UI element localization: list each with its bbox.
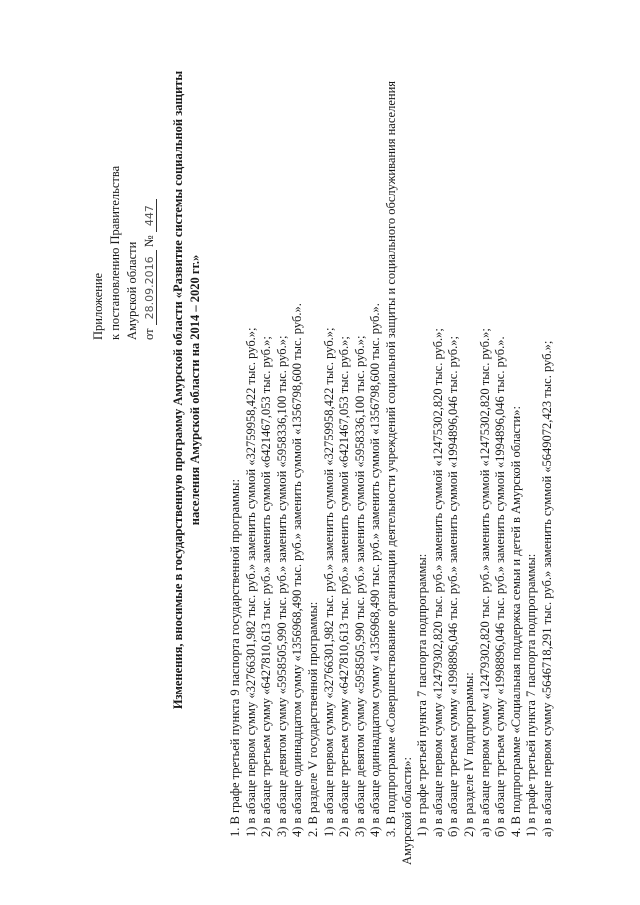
paragraph: 1) в графе третьей пункта 7 паспорта подпрограммы: (415, 553, 430, 837)
paragraph: 2) в абзаце третьем сумму «6427810,613 тыс. руб.» заменить суммой «6421467,053 тыс. руб.»; (337, 336, 352, 837)
paragraph: 2. В разделе V государственной программы: (305, 601, 320, 837)
date-prefix: от (142, 328, 156, 340)
paragraph: 2) в абзаце третьем сумму «6427810,613 тыс. руб.» заменить суммой «6421467,053 тыс. руб.»; (259, 336, 274, 837)
appendix-region: Амурской области (125, 241, 139, 340)
date-value: 28.09.2016 (143, 250, 157, 325)
paragraph: 1) в абзаце первом сумму «32766301,982 тыс. руб.» заменить суммой «32759958,422 тыс. руб.»; (243, 327, 258, 837)
number-value: 447 (143, 199, 157, 232)
paragraph: б) в абзаце третьем сумму «1998896,046 тыс. руб.» заменить суммой «1994896,046 тыс. руб.». (493, 336, 508, 837)
paragraph: 2) в разделе IV подпрограммы: (461, 672, 476, 837)
document-title (170, 45, 204, 735)
paragraph: 3. В подпрограмме «Совершенствование организации деятельности учреждений социальной защиты и социального обслуживания населения Амурской области»: (383, 80, 414, 865)
appendix-date-line (141, 20, 158, 340)
paragraph: 3) в абзаце девятом сумму «5958505,990 тыс. руб.» заменить суммой «5958336,100 тыс. руб.»; (274, 335, 289, 837)
paragraph: 4) в абзаце одиннадцатом сумму «1356968,490 тыс. руб.» заменить суммой «1356798,600 тыс. руб.». (290, 303, 305, 837)
paragraph: 1. В графе третьей пункта 9 паспорта государственной программы: (228, 479, 242, 837)
paragraph: 1) в абзаце первом сумму «32766301,982 тыс. руб.» заменить суммой «32759958,422 тыс. руб.»; (321, 327, 336, 837)
paragraph: 3) в абзаце девятом сумму «5958505,990 тыс. руб.» заменить суммой «5958336,100 тыс. руб.»; (352, 335, 367, 837)
document-body (228, 35, 555, 865)
title-line-1: Изменения, вносимые в государственную программу Амурской области «Развитие системы социальной защиты (171, 70, 185, 710)
paragraph: б) в абзаце третьем сумму «1998896,046 тыс. руб.» заменить суммой «1994896,046 тыс. руб.»; (446, 336, 461, 837)
appendix-label: Приложение (91, 272, 105, 340)
paragraph: 4) в абзаце одиннадцатом сумму «1356968,490 тыс. руб.» заменить суммой «1356798,600 тыс. руб.». (368, 303, 383, 837)
title-line-2: населения Амурской области на 2014 – 2020 гг.» (188, 254, 202, 526)
appendix-header (90, 20, 158, 340)
paragraph: а) в абзаце первом сумму «5646718,291 тыс. руб.» заменить суммой «5649072,423 тыс. руб.»; (539, 340, 554, 837)
paragraph: 4. В подпрограмме «Социальная поддержка семьи и детей в Амурской области»: (508, 406, 523, 837)
number-prefix: № (142, 235, 156, 248)
paragraph: 1) в графе третьей пункта 7 паспорта подпрограммы: (524, 553, 539, 837)
paragraph: а) в абзаце первом сумму «12479302,820 тыс. руб.» заменить суммой «12475302,820 тыс. руб.»; (430, 328, 445, 837)
paragraph: а) в абзаце первом сумму «12479302,820 тыс. руб.» заменить суммой «12475302,820 тыс. руб.»; (477, 328, 492, 837)
appendix-resolution: к постановлению Правительства (108, 165, 122, 340)
